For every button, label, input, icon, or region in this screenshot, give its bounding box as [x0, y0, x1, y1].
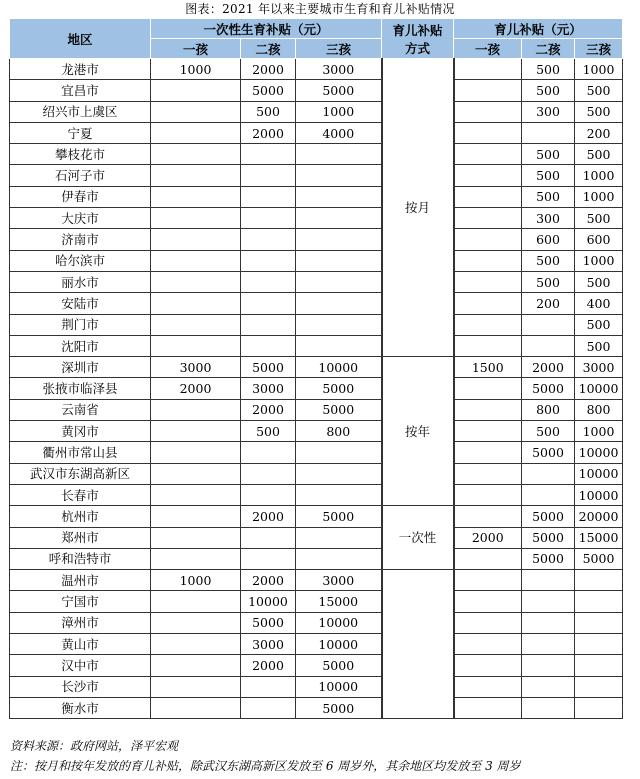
table-row: [10, 186, 623, 207]
childcare-child3-cell: 10000: [575, 378, 623, 399]
onetime-child3-cell: 10000: [296, 676, 382, 697]
onetime-child3-cell: 3000: [296, 59, 382, 80]
childcare-child2-cell: [522, 484, 575, 505]
table-header: [10, 19, 623, 59]
onetime-child2-cell: [241, 165, 296, 186]
source-note: 资料来源：政府网站，泽平宏观: [10, 739, 179, 753]
childcare-child2-cell: 500: [522, 165, 575, 186]
childcare-child1-cell: [454, 655, 522, 676]
childcare-child1-cell: [454, 59, 522, 80]
onetime-child1-cell: [151, 250, 241, 271]
childcare-child3-cell: [575, 570, 623, 591]
childcare-child1-cell: [454, 442, 522, 463]
onetime-child2-cell: [241, 314, 296, 335]
table-row: [10, 250, 623, 271]
onetime-child2-cell: 2000: [241, 655, 296, 676]
table-row: [10, 527, 623, 548]
onetime-child1-cell: [151, 655, 241, 676]
region-cell: 漳州市: [10, 612, 151, 633]
childcare-child3-cell: 1000: [575, 59, 623, 80]
childcare-child1-cell: [454, 570, 522, 591]
onetime-child3-cell: [296, 229, 382, 250]
childcare-child1-cell: [454, 80, 522, 101]
region-cell: 温州市: [10, 570, 151, 591]
region-cell: 绍兴市上虞区: [10, 101, 151, 122]
childcare-child3-cell: 500: [575, 314, 623, 335]
onetime-child1-cell: [151, 314, 241, 335]
region-cell: 长沙市: [10, 676, 151, 697]
region-cell: 深圳市: [10, 357, 151, 378]
childcare-child1-cell: 2000: [454, 527, 522, 548]
onetime-child3-cell: 4000: [296, 122, 382, 143]
childcare-child2-cell: 500: [522, 250, 575, 271]
childcare-child2-cell: 500: [522, 186, 575, 207]
table-row: [10, 463, 623, 484]
childcare-child1-cell: [454, 378, 522, 399]
childcare-child1-cell: [454, 421, 522, 442]
onetime-child2-cell: [241, 335, 296, 356]
header-childcare-child1: 一孩: [454, 39, 522, 59]
onetime-child3-cell: [296, 165, 382, 186]
childcare-child1-cell: [454, 250, 522, 271]
childcare-child2-cell: 5000: [522, 548, 575, 569]
table-row: [10, 399, 623, 420]
childcare-child3-cell: 10000: [575, 442, 623, 463]
childcare-child1-cell: [454, 634, 522, 655]
onetime-child2-cell: 2000: [241, 399, 296, 420]
onetime-child3-cell: [296, 442, 382, 463]
onetime-child1-cell: [151, 186, 241, 207]
table-body: [10, 59, 623, 719]
childcare-child3-cell: 500: [575, 271, 623, 292]
onetime-child2-cell: 500: [241, 421, 296, 442]
childcare-child1-cell: [454, 101, 522, 122]
childcare-child2-cell: [522, 463, 575, 484]
region-cell: 长春市: [10, 484, 151, 505]
onetime-child3-cell: [296, 250, 382, 271]
table-row: [10, 122, 623, 143]
childcare-child2-cell: [522, 676, 575, 697]
onetime-child2-cell: 10000: [241, 591, 296, 612]
onetime-child2-cell: 5000: [241, 357, 296, 378]
onetime-child1-cell: [151, 527, 241, 548]
onetime-child3-cell: [296, 144, 382, 165]
childcare-child3-cell: 500: [575, 208, 623, 229]
subsidy-table: [9, 18, 623, 719]
onetime-child2-cell: 3000: [241, 378, 296, 399]
onetime-child2-cell: 500: [241, 101, 296, 122]
header-region: 地区: [10, 19, 151, 59]
onetime-child3-cell: 800: [296, 421, 382, 442]
table-row: [10, 144, 623, 165]
onetime-child3-cell: 10000: [296, 612, 382, 633]
onetime-child1-cell: [151, 271, 241, 292]
onetime-child2-cell: [241, 293, 296, 314]
region-cell: 宜昌市: [10, 80, 151, 101]
onetime-child2-cell: 5000: [241, 612, 296, 633]
table-row: [10, 271, 623, 292]
childcare-child2-cell: 200: [522, 293, 575, 314]
onetime-child2-cell: [241, 676, 296, 697]
childcare-child1-cell: [454, 399, 522, 420]
childcare-child2-cell: [522, 697, 575, 718]
onetime-child2-cell: [241, 271, 296, 292]
childcare-child3-cell: 10000: [575, 463, 623, 484]
childcare-child2-cell: 500: [522, 421, 575, 442]
childcare-child2-cell: 500: [522, 271, 575, 292]
childcare-child1-cell: 1500: [454, 357, 522, 378]
method-cell: 一次性: [382, 506, 454, 570]
header-onetime-child3: 三孩: [296, 39, 382, 59]
childcare-child1-cell: [454, 506, 522, 527]
onetime-child2-cell: 2000: [241, 122, 296, 143]
childcare-child1-cell: [454, 122, 522, 143]
region-cell: 攀枝花市: [10, 144, 151, 165]
onetime-child1-cell: [151, 208, 241, 229]
table-row: [10, 442, 623, 463]
header-onetime-child2: 二孩: [241, 39, 296, 59]
region-cell: 伊春市: [10, 186, 151, 207]
onetime-child3-cell: 5000: [296, 399, 382, 420]
childcare-child2-cell: [522, 570, 575, 591]
onetime-child3-cell: 10000: [296, 357, 382, 378]
table-row: [10, 335, 623, 356]
onetime-child3-cell: 5000: [296, 506, 382, 527]
childcare-child1-cell: [454, 463, 522, 484]
childcare-child1-cell: [454, 293, 522, 314]
onetime-child2-cell: [241, 229, 296, 250]
region-cell: 呼和浩特市: [10, 548, 151, 569]
childcare-child1-cell: [454, 612, 522, 633]
header-onetime-subsidy: 一次性生育补贴（元）: [151, 19, 382, 39]
childcare-child2-cell: 5000: [522, 506, 575, 527]
table-row: [10, 101, 623, 122]
childcare-child3-cell: 1000: [575, 421, 623, 442]
childcare-child1-cell: [454, 144, 522, 165]
table-row: [10, 314, 623, 335]
childcare-child2-cell: 5000: [522, 527, 575, 548]
childcare-child3-cell: 500: [575, 80, 623, 101]
onetime-child1-cell: [151, 229, 241, 250]
childcare-child3-cell: 10000: [575, 484, 623, 505]
region-cell: 济南市: [10, 229, 151, 250]
table-row: [10, 229, 623, 250]
childcare-child2-cell: [522, 634, 575, 655]
onetime-child1-cell: [151, 548, 241, 569]
childcare-child1-cell: [454, 697, 522, 718]
onetime-child2-cell: 3000: [241, 634, 296, 655]
onetime-child3-cell: 1000: [296, 101, 382, 122]
childcare-child3-cell: 800: [575, 399, 623, 420]
childcare-child3-cell: [575, 612, 623, 633]
onetime-child2-cell: [241, 442, 296, 463]
region-cell: 衢州市常山县: [10, 442, 151, 463]
region-cell: 哈尔滨市: [10, 250, 151, 271]
region-cell: 黄冈市: [10, 421, 151, 442]
childcare-child1-cell: [454, 676, 522, 697]
childcare-child3-cell: 400: [575, 293, 623, 314]
childcare-child3-cell: 600: [575, 229, 623, 250]
onetime-child3-cell: [296, 463, 382, 484]
onetime-child2-cell: [241, 697, 296, 718]
region-cell: 安陆市: [10, 293, 151, 314]
region-cell: 龙港市: [10, 59, 151, 80]
region-cell: 石河子市: [10, 165, 151, 186]
method-cell: 按年: [382, 357, 454, 506]
childcare-child2-cell: [522, 335, 575, 356]
method-cell: 按月: [382, 59, 454, 357]
onetime-child2-cell: 2000: [241, 570, 296, 591]
onetime-child3-cell: [296, 484, 382, 505]
onetime-child1-cell: [151, 421, 241, 442]
childcare-child1-cell: [454, 186, 522, 207]
onetime-child1-cell: [151, 612, 241, 633]
childcare-child1-cell: [454, 165, 522, 186]
onetime-child1-cell: [151, 442, 241, 463]
method-cell: [382, 570, 454, 719]
onetime-child1-cell: 3000: [151, 357, 241, 378]
childcare-child3-cell: 3000: [575, 357, 623, 378]
footnote: 注：按月和按年发放的育儿补贴，除武汉东湖高新区发放至 6 周岁外，其余地区均发放至 3 周岁: [10, 759, 521, 773]
onetime-child3-cell: 5000: [296, 697, 382, 718]
childcare-child2-cell: 5000: [522, 378, 575, 399]
childcare-child3-cell: [575, 634, 623, 655]
childcare-child3-cell: 200: [575, 122, 623, 143]
table-row: [10, 357, 623, 378]
region-cell: 沈阳市: [10, 335, 151, 356]
onetime-child3-cell: [296, 548, 382, 569]
childcare-child1-cell: [454, 591, 522, 612]
childcare-child3-cell: 500: [575, 144, 623, 165]
onetime-child3-cell: 3000: [296, 570, 382, 591]
onetime-child1-cell: 2000: [151, 378, 241, 399]
childcare-child1-cell: [454, 314, 522, 335]
onetime-child2-cell: [241, 484, 296, 505]
childcare-child3-cell: [575, 676, 623, 697]
childcare-child3-cell: 20000: [575, 506, 623, 527]
header-childcare-subsidy: 育儿补贴（元）: [454, 19, 623, 39]
onetime-child2-cell: [241, 144, 296, 165]
onetime-child1-cell: [151, 293, 241, 314]
childcare-child3-cell: [575, 697, 623, 718]
region-cell: 张掖市临泽县: [10, 378, 151, 399]
onetime-child3-cell: [296, 293, 382, 314]
table-row: [10, 612, 623, 633]
childcare-child1-cell: [454, 208, 522, 229]
region-cell: 黄山市: [10, 634, 151, 655]
table-row: [10, 484, 623, 505]
onetime-child2-cell: 2000: [241, 506, 296, 527]
table-row: [10, 59, 623, 80]
onetime-child3-cell: 5000: [296, 378, 382, 399]
table-row: [10, 421, 623, 442]
onetime-child1-cell: [151, 335, 241, 356]
table-row: [10, 80, 623, 101]
childcare-child2-cell: 500: [522, 59, 575, 80]
childcare-child2-cell: 2000: [522, 357, 575, 378]
onetime-child2-cell: [241, 208, 296, 229]
onetime-child1-cell: [151, 591, 241, 612]
onetime-child3-cell: [296, 335, 382, 356]
onetime-child1-cell: [151, 80, 241, 101]
childcare-child2-cell: 500: [522, 144, 575, 165]
subsidy-table-container: [9, 18, 622, 719]
header-onetime-child1: 一孩: [151, 39, 241, 59]
onetime-child2-cell: [241, 463, 296, 484]
header-method-line1: 育儿补贴: [392, 22, 443, 38]
header-method: [382, 19, 454, 59]
onetime-child3-cell: [296, 186, 382, 207]
table-row: [10, 697, 623, 718]
table-row: [10, 591, 623, 612]
onetime-child3-cell: 10000: [296, 634, 382, 655]
onetime-child1-cell: 1000: [151, 570, 241, 591]
onetime-child3-cell: [296, 527, 382, 548]
onetime-child1-cell: [151, 165, 241, 186]
region-cell: 宁夏: [10, 122, 151, 143]
region-cell: 郑州市: [10, 527, 151, 548]
childcare-child2-cell: 600: [522, 229, 575, 250]
onetime-child2-cell: [241, 250, 296, 271]
table-row: [10, 293, 623, 314]
table-row: [10, 208, 623, 229]
table-row: [10, 570, 623, 591]
table-row: [10, 506, 623, 527]
onetime-child1-cell: [151, 101, 241, 122]
childcare-child2-cell: [522, 612, 575, 633]
childcare-child1-cell: [454, 271, 522, 292]
header-childcare-child2: 二孩: [522, 39, 575, 59]
childcare-child2-cell: 300: [522, 101, 575, 122]
childcare-child3-cell: [575, 655, 623, 676]
region-cell: 云南省: [10, 399, 151, 420]
onetime-child1-cell: [151, 122, 241, 143]
onetime-child2-cell: [241, 548, 296, 569]
region-cell: 杭州市: [10, 506, 151, 527]
onetime-child3-cell: 5000: [296, 655, 382, 676]
table-row: [10, 655, 623, 676]
onetime-child1-cell: [151, 676, 241, 697]
childcare-child2-cell: [522, 591, 575, 612]
onetime-child3-cell: [296, 271, 382, 292]
onetime-child1-cell: [151, 697, 241, 718]
childcare-child3-cell: 1000: [575, 165, 623, 186]
onetime-child1-cell: 1000: [151, 59, 241, 80]
onetime-child2-cell: 2000: [241, 59, 296, 80]
onetime-child1-cell: [151, 506, 241, 527]
region-cell: 宁国市: [10, 591, 151, 612]
region-cell: 大庆市: [10, 208, 151, 229]
onetime-child1-cell: [151, 463, 241, 484]
onetime-child1-cell: [151, 144, 241, 165]
childcare-child3-cell: 1000: [575, 186, 623, 207]
childcare-child2-cell: 500: [522, 80, 575, 101]
onetime-child2-cell: [241, 186, 296, 207]
onetime-child3-cell: [296, 314, 382, 335]
header-method-line2: 方式: [405, 40, 431, 56]
childcare-child2-cell: [522, 122, 575, 143]
region-cell: 武汉市东湖高新区: [10, 463, 151, 484]
table-row: [10, 634, 623, 655]
onetime-child3-cell: [296, 208, 382, 229]
onetime-child1-cell: [151, 399, 241, 420]
onetime-child1-cell: [151, 634, 241, 655]
childcare-child3-cell: 5000: [575, 548, 623, 569]
table-row: [10, 548, 623, 569]
table-row: [10, 676, 623, 697]
onetime-child2-cell: 5000: [241, 80, 296, 101]
table-caption: 图表：2021 年以来主要城市生育和育儿补贴情况: [185, 2, 455, 16]
childcare-child2-cell: 300: [522, 208, 575, 229]
childcare-child2-cell: [522, 655, 575, 676]
onetime-child1-cell: [151, 484, 241, 505]
childcare-child2-cell: 800: [522, 399, 575, 420]
region-cell: 汉中市: [10, 655, 151, 676]
childcare-child1-cell: [454, 548, 522, 569]
region-cell: 丽水市: [10, 271, 151, 292]
header-childcare-child3: 三孩: [575, 39, 623, 59]
childcare-child3-cell: 500: [575, 101, 623, 122]
childcare-child1-cell: [454, 484, 522, 505]
childcare-child3-cell: 1000: [575, 250, 623, 271]
childcare-child3-cell: 15000: [575, 527, 623, 548]
childcare-child2-cell: 5000: [522, 442, 575, 463]
childcare-child3-cell: 500: [575, 335, 623, 356]
childcare-child1-cell: [454, 335, 522, 356]
childcare-child2-cell: [522, 314, 575, 335]
table-row: [10, 378, 623, 399]
onetime-child3-cell: 5000: [296, 80, 382, 101]
onetime-child3-cell: 15000: [296, 591, 382, 612]
region-cell: 衡水市: [10, 697, 151, 718]
table-row: [10, 165, 623, 186]
region-cell: 荆门市: [10, 314, 151, 335]
onetime-child2-cell: [241, 527, 296, 548]
childcare-child3-cell: [575, 591, 623, 612]
childcare-child1-cell: [454, 229, 522, 250]
